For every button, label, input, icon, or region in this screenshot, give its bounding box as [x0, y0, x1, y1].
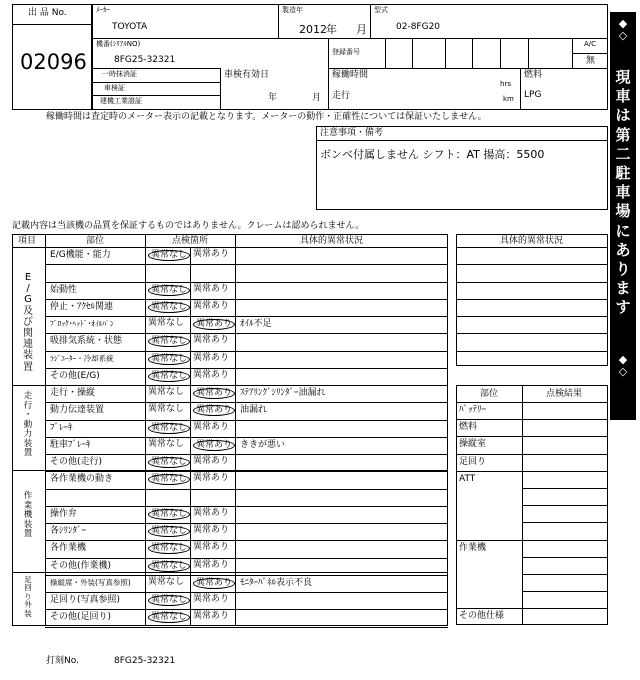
- row-divider: [45, 506, 448, 507]
- right-result-row: [522, 557, 608, 558]
- row-divider: [45, 402, 448, 403]
- registration-label: 登録番号: [332, 48, 360, 56]
- remarks-label: 注意事項・備考: [320, 128, 384, 138]
- abnormal-option[interactable]: 異常あり: [193, 421, 230, 432]
- ac-value: 無: [586, 56, 596, 66]
- abnormal-option[interactable]: 異常あり: [193, 335, 230, 346]
- abnormal-option[interactable]: 異常あり: [193, 283, 230, 294]
- normal-option[interactable]: 異常なし: [148, 387, 185, 397]
- year-value: 2012: [299, 23, 327, 36]
- abnormal-option[interactable]: 異常あり: [193, 525, 230, 535]
- row-part: その他(足回り): [50, 612, 112, 623]
- item-no-label: 出 品 No.: [28, 8, 67, 18]
- row-divider: [45, 420, 448, 421]
- row-divider: [45, 454, 448, 455]
- normal-option[interactable]: 異常なし: [148, 457, 190, 468]
- row-divider: [45, 385, 448, 386]
- year-label: 製造年: [282, 6, 303, 14]
- right-result-item: ﾊﾞｯﾃﾘｰ: [459, 405, 487, 415]
- abnormal-option[interactable]: 異常あり: [193, 319, 235, 330]
- row-divider: [45, 489, 448, 490]
- group-engine-label: E / G 及 び 関 連 装 置: [23, 272, 33, 373]
- location-sidebar: [610, 12, 636, 420]
- normal-option[interactable]: 異常なし: [148, 354, 190, 365]
- row-part: 各作業機の動き: [50, 474, 114, 485]
- normal-option[interactable]: 異常なし: [148, 285, 190, 296]
- normal-option[interactable]: 異常なし: [148, 318, 185, 328]
- serial-value: 8FG25-32321: [114, 55, 176, 65]
- normal-option[interactable]: 異常なし: [148, 526, 190, 537]
- col-header-part: 部位: [86, 236, 105, 246]
- right-result-row: [456, 436, 608, 437]
- inspection-month-unit: 月: [312, 93, 322, 103]
- hrs-unit: hrs: [500, 80, 511, 88]
- maker-value: TOYOTA: [112, 22, 148, 32]
- col-header-item: 項目: [18, 236, 37, 246]
- row-detail: 油漏れ: [240, 405, 268, 416]
- model-value: 02-8FG20: [396, 22, 441, 32]
- abnormal-option[interactable]: 異常あり: [193, 300, 230, 311]
- row-part: その他(E/G): [50, 370, 100, 381]
- abnormal-option[interactable]: 異常あり: [193, 542, 230, 553]
- group-undercarriage-label: 足 回 り 外 装: [24, 575, 32, 618]
- ac-label: A/C: [584, 40, 597, 48]
- right-detail-header: 具体的異常状況: [500, 236, 564, 246]
- abnormal-option[interactable]: 異常あり: [193, 594, 230, 604]
- abnormal-option[interactable]: 異常あり: [193, 559, 230, 570]
- row-divider: [45, 316, 448, 317]
- abnormal-option[interactable]: 異常あり: [193, 507, 230, 518]
- right-result-row: [456, 540, 608, 541]
- row-part: 操作弁: [50, 508, 78, 519]
- row-detail: ききが悪い: [240, 439, 286, 450]
- cert-label-1: 一時抹消証: [102, 70, 137, 78]
- row-part: その他(走行): [50, 457, 103, 467]
- normal-option[interactable]: 異常なし: [148, 423, 190, 434]
- row-part: その他(作業機): [50, 560, 112, 571]
- right-detail-row: [456, 282, 608, 283]
- row-divider: [45, 282, 448, 283]
- normal-option[interactable]: 異常なし: [148, 302, 190, 313]
- row-part: 操縦席・外装(写真参照): [50, 577, 131, 587]
- abnormal-option[interactable]: 異常あり: [193, 249, 230, 259]
- model-label: 型式: [374, 6, 388, 14]
- row-part: 各作業機: [50, 543, 87, 554]
- right-result-row: [456, 608, 608, 609]
- row-part: ﾌﾞﾛｯｸ･ﾍｯﾄﾞ･ｵｲﾙﾊﾟﾝ: [50, 319, 114, 328]
- right-col-part: 部位: [480, 389, 499, 399]
- cert-label-3: 建機工業證証: [100, 97, 142, 105]
- remarks-box: [316, 126, 608, 210]
- row-divider: [45, 351, 448, 352]
- row-part: 始動性: [50, 284, 78, 295]
- abnormal-option[interactable]: 異常あり: [193, 405, 235, 416]
- col-header-detail: 具体的異常状況: [300, 236, 364, 246]
- right-result-row: [522, 522, 608, 523]
- row-divider: [45, 437, 448, 438]
- row-divider: [45, 471, 448, 472]
- normal-option[interactable]: 異常なし: [148, 336, 190, 347]
- col-header-check: 点検箇所: [172, 236, 209, 246]
- row-divider: [45, 558, 448, 559]
- engraved-label: 打刻No.: [46, 656, 79, 666]
- row-detail: ｵｲﾙ不足: [240, 319, 272, 329]
- normal-option[interactable]: 異常なし: [148, 543, 190, 554]
- row-part: E/G機能・能力: [50, 250, 111, 260]
- travel-label: 走行: [332, 91, 351, 101]
- normal-option[interactable]: 異常なし: [148, 371, 190, 382]
- right-detail-row: [456, 316, 608, 317]
- normal-option[interactable]: 異常なし: [148, 612, 190, 623]
- fuel-label: 燃料: [524, 70, 543, 80]
- location-note: 現 車 は 第 二 駐 車 場 に あ り ま す: [615, 68, 631, 317]
- right-detail-row: [456, 299, 608, 300]
- right-result-item: 操縦室: [459, 439, 487, 450]
- row-divider: [45, 609, 448, 610]
- row-part: 駐車ﾌﾞﾚｰｷ: [50, 439, 91, 450]
- row-divider: [45, 540, 448, 541]
- right-result-row: [456, 419, 608, 420]
- normal-option[interactable]: 異常なし: [148, 250, 190, 261]
- abnormal-option[interactable]: 異常あり: [193, 611, 230, 622]
- right-result-row: [522, 591, 608, 592]
- right-detail-table: [456, 234, 608, 366]
- right-result-item: その他仕様: [459, 611, 505, 622]
- abnormal-option[interactable]: 異常あり: [193, 388, 235, 399]
- engraved-value: 8FG25-32321: [114, 656, 176, 666]
- row-part: ﾗｼﾞｴｰﾀｰ・冷却系統: [50, 353, 114, 363]
- hours-disclaimer: 稼働時間は査定時のメーター表示の記載となります。メーターの動作・正確性については保証いたしません。: [46, 112, 487, 122]
- fuel-value: LPG: [524, 90, 542, 100]
- diamond-top-icon: ◆ ◇: [618, 17, 628, 43]
- year-unit: 年: [326, 23, 337, 36]
- right-result-row: [522, 488, 608, 489]
- row-part: ﾌﾞﾚｰｷ: [50, 422, 73, 433]
- right-result-item: ATT: [459, 473, 476, 484]
- inspection-year-unit: 年: [268, 93, 278, 103]
- group-work-label: 作 業 機 装 置: [23, 491, 33, 540]
- diamond-bottom-icon: ◆ ◇: [618, 353, 628, 379]
- cert-label-2: 車検証: [104, 84, 125, 92]
- row-divider: [45, 523, 448, 524]
- right-result-row: [522, 574, 608, 575]
- abnormal-option[interactable]: 異常あり: [193, 369, 230, 380]
- right-result-row: [522, 505, 608, 506]
- km-unit: km: [503, 95, 514, 103]
- normal-option[interactable]: 異常なし: [148, 474, 190, 485]
- right-result-item: 燃料: [459, 422, 478, 433]
- abnormal-option[interactable]: 異常あり: [193, 440, 235, 451]
- normal-option[interactable]: 異常なし: [148, 438, 185, 449]
- normal-option[interactable]: 異常なし: [148, 509, 190, 520]
- right-col-result: 点検結果: [546, 389, 583, 399]
- normal-option[interactable]: 異常なし: [148, 595, 190, 606]
- group-drive-label: 走 行 ・ 動 力 装 置: [23, 391, 33, 459]
- normal-option[interactable]: 異常なし: [148, 576, 185, 587]
- normal-option[interactable]: 異常なし: [148, 404, 185, 415]
- item-no-value: 02096: [20, 50, 87, 74]
- right-result-row: [456, 471, 608, 472]
- row-divider: [45, 264, 448, 265]
- remarks-text: ボンベ付属しません シフト：AT 揚高：5500: [320, 148, 545, 161]
- row-detail: ｽﾃｱﾘﾝｸﾞｼﾘﾝﾀﾞｰ油漏れ: [240, 388, 326, 398]
- abnormal-option[interactable]: 異常あり: [193, 352, 230, 363]
- abnormal-option[interactable]: 異常あり: [193, 578, 235, 589]
- row-divider: [45, 299, 448, 300]
- row-part: 吸排気系統・状態: [50, 336, 123, 347]
- right-result-item: 足回り: [459, 456, 487, 467]
- right-detail-row: [456, 351, 608, 352]
- row-divider: [45, 575, 448, 576]
- hours-label: 稼働時間: [332, 70, 369, 80]
- row-part: 停止・ｱｸｾﾙ関連: [50, 301, 114, 312]
- row-part: 動力伝達装置: [50, 405, 105, 416]
- abnormal-option[interactable]: 異常あり: [193, 473, 230, 484]
- inspection-label: 車検有効日: [224, 70, 270, 80]
- normal-option[interactable]: 異常なし: [148, 561, 190, 572]
- row-divider: [45, 627, 448, 628]
- row-detail: ﾓﾆﾀｰﾊﾟﾈﾙ表示不良: [240, 577, 313, 588]
- right-result-row: [456, 454, 608, 455]
- abnormal-option[interactable]: 異常あり: [193, 456, 230, 466]
- serial-label: 機番(ｼﾘｱﾙNO): [96, 40, 141, 48]
- maker-label: ﾒｰｶｰ: [96, 6, 110, 14]
- row-part: 足回り(写真参照): [50, 595, 121, 605]
- row-part: 各ｼﾘﾝﾀﾞｰ: [50, 526, 87, 536]
- right-detail-row: [456, 333, 608, 334]
- row-divider: [45, 592, 448, 593]
- row-divider: [45, 333, 448, 334]
- row-divider: [45, 368, 448, 369]
- month-unit: 月: [356, 23, 367, 36]
- row-part: 走行・操縦: [50, 388, 96, 398]
- item-no-divider: [12, 24, 92, 25]
- right-detail-row: [456, 264, 608, 265]
- quality-disclaimer: 記載内容は当該機の品質を保証するものではありません。クレームは認められません。: [12, 221, 365, 231]
- right-result-item: 作業機: [459, 542, 487, 553]
